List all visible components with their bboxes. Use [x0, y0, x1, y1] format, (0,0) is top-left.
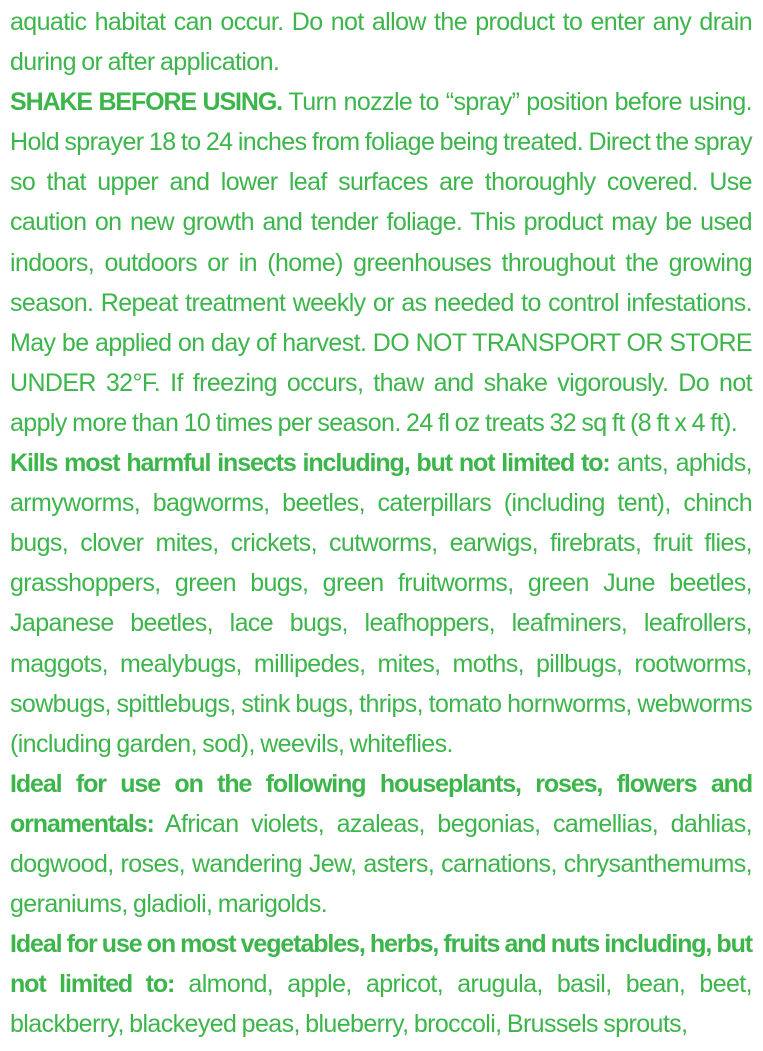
paragraph-heading: Ideal for use on most vegetables, herbs, fruits and nuts including, but not limited to:: [10, 930, 752, 999]
paragraph-vegetables-fruits: [10, 924, 752, 1044]
paragraph-body: ants, aphids, armyworms, bagworms, beetles, caterpillars (including tent), chinch bugs, clover mites, crickets, cutworms, earwigs, firebrats, fruit flies, grasshoppers, green bugs, green fruitworms, green June beetles, Japanese beetles, lace bugs, leafhoppers, leafminers, leafrollers, maggots, mealybugs, millipedes, mites, moths, pillbugs, rootworms, sowbugs, spittlebugs, stink bugs, thrips, tomato hornworms, webworms (including garden, sod), weevils, whiteflies.: [10, 449, 752, 758]
paragraph-body: aquatic habitat can occur. Do not allow the product to enter any drain during or after application.: [10, 8, 752, 77]
paragraph-heading: SHAKE BEFORE USING.: [10, 88, 283, 117]
paragraph-directions-for-use: [10, 82, 752, 443]
paragraph-body: African violets, azaleas, begonias, camellias, dahlias, dogwood, roses, wandering Jew, asters, carnations, chrysanthemums, geraniums, gladioli, marigolds.: [10, 809, 752, 919]
paragraph-insects-killed: [10, 443, 752, 764]
paragraph-ornamentals: [10, 764, 752, 924]
paragraph-heading: Kills most harmful insects including, but not limited to:: [10, 449, 610, 478]
paragraph-heading: Ideal for use on the following houseplants, roses, flowers and ornamentals:: [10, 769, 752, 838]
paragraph-body: Turn nozzle to “spray” position before using. Hold sprayer 18 to 24 inches from foliage being treated. Direct the spray so that upper and lower leaf surfaces are thoroughly covered. Use caution on new growth and tender foliage. This product may be used indoors, outdoors or in (home) greenhouses throughout the growing season. Repeat treatment weekly or as needed to control infestations. May be applied on day of harvest. DO NOT TRANSPORT OR STORE UNDER 32°F. If freezing occurs, thaw and shake vigorously. Do not apply more than 10 times per season. 24 fl oz treats 32 sq ft (8 ft x 4 ft).: [10, 88, 752, 437]
paragraph-environmental-hazard: [10, 2, 752, 82]
paragraph-body: almond, apple, apricot, arugula, basil, bean, beet, blackberry, blackeyed peas, blueberry, broccoli, Brussels sprouts,: [10, 970, 752, 1039]
